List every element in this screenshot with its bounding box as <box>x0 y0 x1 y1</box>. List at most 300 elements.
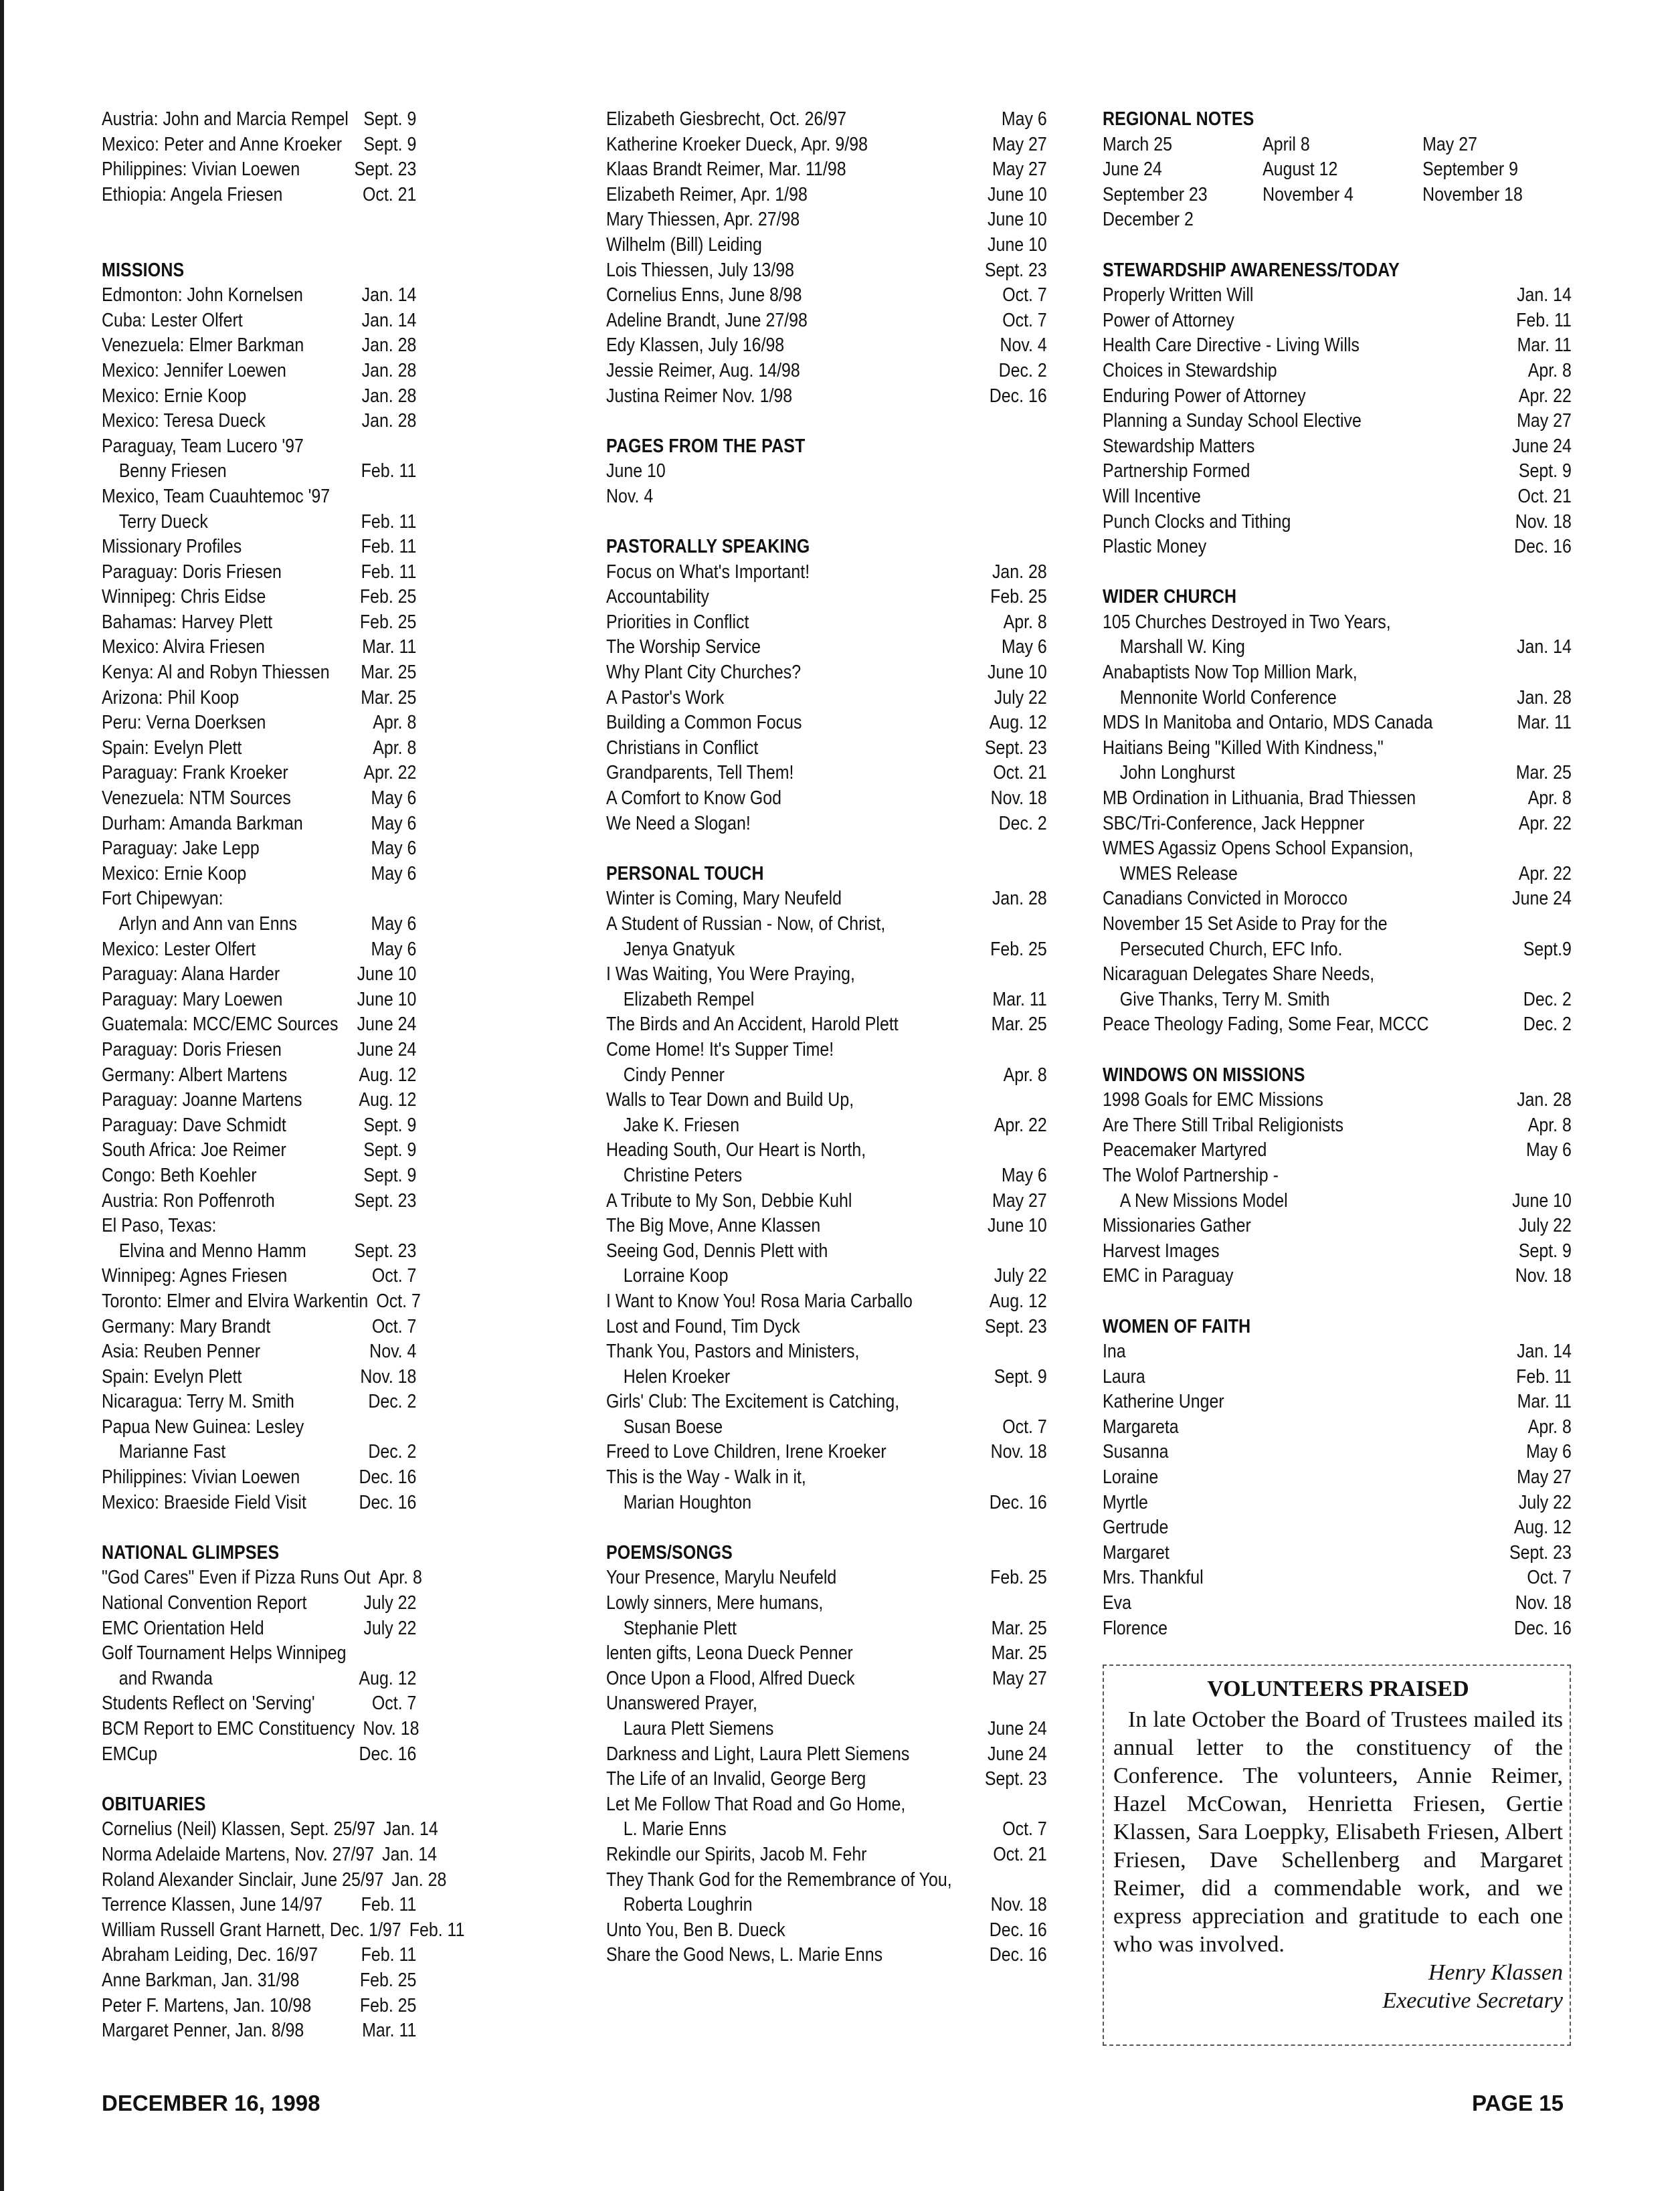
entry-title: Mexico: Ernie Koop <box>102 862 247 884</box>
index-entry <box>102 1591 416 1616</box>
index-entry <box>606 1138 1047 1163</box>
index-entry <box>606 459 1047 484</box>
entry-date: Sept. 9 <box>1518 1240 1572 1262</box>
index-entry <box>102 710 416 736</box>
entry-date: Aug. 12 <box>359 1667 417 1689</box>
index-entry <box>606 786 1047 812</box>
entry-title: Anabaptists Now Top Million Mark, <box>1103 662 1358 684</box>
index-entry <box>102 1138 416 1163</box>
index-entry <box>1103 610 1572 636</box>
section-spacer <box>1103 560 1622 585</box>
index-entry <box>102 1918 465 1943</box>
regional-date: March 25 <box>1103 133 1172 155</box>
index-entry <box>1103 359 1572 384</box>
regional-date: June 24 <box>1103 159 1162 181</box>
entry-title: Mexico: Braeside Field Visit <box>102 1491 306 1513</box>
entry-title: Plastic Money <box>1103 536 1207 558</box>
entry-date: Dec. 2 <box>1523 988 1572 1010</box>
entry-date: Dec. 16 <box>359 1491 417 1513</box>
entry-title: Florence <box>1103 1617 1168 1639</box>
index-entry <box>102 1994 416 2019</box>
entry-date: Feb. 11 <box>1516 1365 1572 1388</box>
entry-title: EMC in Paraguay <box>1103 1265 1234 1287</box>
index-entry <box>606 1918 1047 1943</box>
index-entry <box>1103 1214 1572 1239</box>
index-entry <box>1103 710 1572 736</box>
index-entry <box>102 1239 416 1264</box>
entry-date: Nov. 18 <box>990 1441 1047 1463</box>
index-entry <box>1103 1591 1572 1616</box>
entry-date: Apr. 8 <box>373 712 417 734</box>
index-entry <box>102 937 416 963</box>
entry-date: June 10 <box>988 183 1047 205</box>
index-entry <box>606 484 1047 510</box>
entry-date: May 6 <box>1001 1164 1047 1186</box>
index-entry <box>1103 736 1572 761</box>
entry-title: Fort Chipewyan: <box>102 888 223 910</box>
entry-title: EMC Orientation Held <box>102 1617 264 1639</box>
entry-title: Winter is Coming, Mary Neufeld <box>606 888 842 910</box>
entry-title: The Birds and An Accident, Harold Plett <box>606 1014 899 1036</box>
entry-title: Priorities in Conflict <box>606 611 749 633</box>
entry-title: Asia: Reuben Penner <box>102 1341 261 1363</box>
entry-date: May 6 <box>371 862 417 884</box>
entry-date: Sept. 23 <box>984 737 1047 759</box>
entry-date: Oct. 21 <box>993 1843 1047 1865</box>
index-entry <box>102 1817 438 1842</box>
volunteers-title: VOLUNTEERS PRAISED <box>1207 1677 1469 1701</box>
entry-title: Ethiopia: Angela Friesen <box>102 183 283 205</box>
entry-date: Oct. 7 <box>371 1265 417 1287</box>
index-entry <box>606 1038 1047 1063</box>
index-entry <box>606 912 1047 937</box>
section-spacer <box>102 1515 416 1541</box>
section-heading: WINDOWS ON MISSIONS <box>1103 1064 1305 1086</box>
entry-date: Apr. 22 <box>1518 862 1572 884</box>
index-entry <box>102 409 416 434</box>
index-entry <box>102 132 416 158</box>
entry-date: Dec. 16 <box>989 1944 1047 1966</box>
entry-title: 105 Churches Destroyed in Two Years, <box>1103 611 1391 633</box>
index-entry <box>1103 1565 1572 1591</box>
section-spacer <box>102 233 416 258</box>
index-entry <box>606 1440 1047 1465</box>
index-entry <box>606 207 1047 233</box>
regional-date: September 9 <box>1422 159 1518 181</box>
index-entry <box>102 812 416 837</box>
entry-title: BCM Report to EMC Constituency <box>102 1718 355 1739</box>
index-entry <box>102 1063 416 1088</box>
index-entry <box>102 1038 416 1063</box>
entry-date: Nov. 4 <box>369 1341 417 1363</box>
entry-title: Ina <box>1103 1341 1126 1363</box>
entry-date: May 27 <box>992 159 1047 181</box>
entry-title: Punch Clocks and Tithing <box>1103 510 1291 533</box>
section-spacer <box>102 1767 416 1792</box>
entry-date: Mar. 25 <box>361 662 417 684</box>
entry-date: Dec. 16 <box>1513 1617 1572 1639</box>
index-entry <box>1103 1239 1572 1264</box>
index-entry <box>606 1868 1047 1893</box>
entry-date: June 10 <box>357 963 417 985</box>
entry-date: Oct. 7 <box>376 1290 421 1312</box>
index-entry <box>1103 1138 1572 1163</box>
entry-title: and Rwanda <box>118 1667 213 1689</box>
entry-title: Katherine Kroeker Dueck, Apr. 9/98 <box>606 133 868 155</box>
index-entry <box>606 384 1047 409</box>
entry-title: Nicaraguan Delegates Share Needs, <box>1103 963 1375 985</box>
index-entry <box>1103 635 1572 660</box>
entry-date: Apr. 8 <box>1527 359 1572 381</box>
index-entry <box>102 434 416 460</box>
entry-date: Feb. 11 <box>409 1919 465 1941</box>
entry-title: Venezuela: Elmer Barkman <box>102 335 304 357</box>
index-entry <box>1103 862 1572 887</box>
entry-title: Peru: Verna Doerksen <box>102 712 266 734</box>
entry-date: July 22 <box>1518 1491 1572 1513</box>
index-entry <box>102 761 416 786</box>
entry-title: Students Reflect on 'Serving' <box>102 1693 315 1715</box>
entry-title: MDS In Manitoba and Ontario, MDS Canada <box>1103 712 1433 734</box>
index-entry <box>1103 761 1572 786</box>
index-entry <box>606 359 1047 384</box>
entry-date: Nov. 18 <box>360 1365 417 1388</box>
index-entry <box>1103 1189 1572 1214</box>
entry-title: John Longhurst <box>1119 762 1235 784</box>
entry-date: Feb. 25 <box>359 586 417 608</box>
entry-date: June 10 <box>988 209 1047 231</box>
entry-title: Walls to Tear Down and Build Up, <box>606 1089 854 1111</box>
entry-date: May 6 <box>1001 108 1047 130</box>
index-entry <box>606 233 1047 258</box>
entry-title: MB Ordination in Lithuania, Brad Thiessen <box>1103 787 1416 809</box>
index-entry <box>1103 1440 1572 1465</box>
entry-title: Missionaries Gather <box>1103 1215 1251 1237</box>
index-entry <box>606 1315 1047 1340</box>
section-spacer <box>1103 233 1622 258</box>
entry-title: Roberta Loughrin <box>623 1894 753 1916</box>
index-entry <box>606 560 1047 585</box>
entry-title: We Need a Slogan! <box>606 812 751 834</box>
entry-date: June 24 <box>1512 435 1572 457</box>
index-entry <box>1103 333 1572 359</box>
entry-title: "God Cares" Even if Pizza Runs Out <box>102 1567 371 1589</box>
entry-date: July 22 <box>1518 1215 1572 1237</box>
entry-title: Mennonite World Conference <box>1119 686 1337 708</box>
index-entry <box>606 132 1047 158</box>
entry-title: Lois Thiessen, July 13/98 <box>606 259 794 281</box>
entry-date: Apr. 8 <box>1003 1064 1047 1086</box>
entry-title: South Africa: Joe Reimer <box>102 1139 286 1161</box>
index-entry <box>102 1968 416 1994</box>
entry-date: Mar. 11 <box>992 988 1047 1010</box>
entry-title: Cindy Penner <box>623 1064 725 1086</box>
entry-title: Paraguay: Frank Kroeker <box>102 762 288 784</box>
index-entry <box>606 1239 1047 1264</box>
entry-date: Oct. 7 <box>1002 309 1047 331</box>
entry-date: Sept.9 <box>1523 938 1572 960</box>
entry-title: Benny Friesen <box>118 460 227 482</box>
entry-title: The Big Move, Anne Klassen <box>606 1215 821 1237</box>
entry-date: Dec. 16 <box>359 1743 417 1765</box>
index-entry <box>1103 1365 1572 1390</box>
regional-notes-dates <box>1103 132 1622 233</box>
index-column-2 <box>606 107 1047 1968</box>
entry-title: Mary Thiessen, Apr. 27/98 <box>606 209 800 231</box>
entry-title: Mexico: Teresa Dueck <box>102 410 266 432</box>
index-entry <box>1103 1465 1572 1491</box>
entry-date: Oct. 21 <box>1517 485 1572 507</box>
entry-title: Marian Houghton <box>623 1491 752 1513</box>
index-entry <box>102 1365 416 1390</box>
entry-date: Mar. 25 <box>991 1642 1047 1664</box>
entry-title: Mexico: Lester Olfert <box>102 938 256 960</box>
index-entry <box>1103 836 1572 862</box>
section-heading: PAGES FROM THE PAST <box>606 435 806 457</box>
entry-date: Nov. 18 <box>363 1718 419 1739</box>
entry-title: Seeing God, Dennis Plett with <box>606 1240 828 1262</box>
entry-date: Mar. 25 <box>991 1014 1047 1036</box>
entry-title: William Russell Grant Harnett, Dec. 1/97 <box>102 1919 401 1941</box>
entry-title: WMES Release <box>1119 862 1238 884</box>
entry-title: A Comfort to Know God <box>606 787 782 809</box>
index-entry <box>1103 1113 1572 1139</box>
index-entry <box>102 459 416 484</box>
index-entry <box>102 962 416 987</box>
entry-date: Apr. 8 <box>378 1567 422 1589</box>
entry-date: Feb. 11 <box>361 561 417 583</box>
entry-title: Jake K. Friesen <box>623 1114 740 1136</box>
entry-date: Jan. 28 <box>361 410 417 432</box>
entry-title: Share the Good News, L. Marie Enns <box>606 1944 883 1966</box>
entry-title: Unto You, Ben B. Dueck <box>606 1919 785 1941</box>
index-entry <box>606 1565 1047 1591</box>
entry-date: June 24 <box>988 1743 1047 1765</box>
index-entry <box>606 1491 1047 1516</box>
entry-date: Sept. 23 <box>984 1768 1047 1790</box>
index-entry <box>1103 1491 1572 1516</box>
index-entry <box>606 937 1047 963</box>
entry-date: May 27 <box>992 1667 1047 1689</box>
index-entry <box>102 1189 416 1214</box>
index-entry <box>102 283 416 308</box>
entry-date: July 22 <box>363 1617 417 1639</box>
entry-date: Jan. 28 <box>361 335 417 357</box>
entry-date: Dec. 2 <box>998 359 1047 381</box>
entry-date: Feb. 25 <box>359 1969 417 1991</box>
index-entry <box>606 761 1047 786</box>
index-entry <box>606 1063 1047 1088</box>
entry-title: El Paso, Texas: <box>102 1215 217 1237</box>
entry-date: Feb. 25 <box>359 611 417 633</box>
entry-date: Jan. 28 <box>1517 1089 1572 1111</box>
entry-date: Mar. 11 <box>1517 1391 1572 1413</box>
entry-date: Dec. 2 <box>368 1441 417 1463</box>
entry-title: Laura Plett Siemens <box>623 1718 774 1739</box>
index-entry <box>1103 283 1572 308</box>
index-entry <box>606 1465 1047 1491</box>
entry-title: Winnipeg: Chris Eidse <box>102 586 266 608</box>
entry-date: May 27 <box>1517 410 1572 432</box>
entry-date: Feb. 11 <box>361 510 417 533</box>
entry-title: Nov. 4 <box>606 485 654 507</box>
entry-title: Roland Alexander Sinclair, June 25/97 <box>102 1869 384 1891</box>
index-entry <box>102 1893 416 1918</box>
index-entry <box>1103 812 1572 837</box>
index-entry <box>606 157 1047 183</box>
entry-title: Stephanie Plett <box>623 1617 737 1639</box>
index-entry <box>606 1415 1047 1440</box>
index-entry <box>1103 409 1572 434</box>
entry-title: Susanna <box>1103 1441 1169 1463</box>
entry-title: Philippines: Vivian Loewen <box>102 1466 300 1489</box>
index-entry <box>102 912 416 937</box>
entry-title: Planning a Sunday School Elective <box>1103 410 1362 432</box>
entry-title: Paraguay: Dave Schmidt <box>102 1114 286 1136</box>
entry-title: L. Marie Enns <box>623 1818 727 1840</box>
entry-date: Nov. 18 <box>1515 510 1572 533</box>
index-entry <box>606 1591 1047 1616</box>
entry-title: Paraguay: Joanne Martens <box>102 1089 302 1111</box>
index-entry <box>102 1415 416 1440</box>
entry-title: Are There Still Tribal Religionists <box>1103 1114 1343 1136</box>
entry-date: Nov. 18 <box>990 787 1047 809</box>
index-entry <box>102 183 416 208</box>
entry-title: Loraine <box>1103 1466 1159 1489</box>
entry-date: Apr. 8 <box>1527 787 1572 809</box>
entry-date: Jan. 14 <box>1517 636 1572 658</box>
section-spacer <box>606 510 1036 535</box>
index-entry <box>606 1088 1047 1113</box>
entry-date: Feb. 25 <box>990 938 1047 960</box>
index-entry <box>606 1365 1047 1390</box>
entry-date: Sept. 9 <box>363 1114 417 1136</box>
index-entry <box>1103 962 1572 987</box>
entry-title: Jessie Reimer, Aug. 14/98 <box>606 359 800 381</box>
entry-title: lenten gifts, Leona Dueck Penner <box>606 1642 853 1664</box>
entry-date: Oct. 21 <box>993 762 1047 784</box>
index-entry <box>606 283 1047 308</box>
index-entry <box>102 1491 416 1516</box>
entry-title: Properly Written Will <box>1103 284 1254 306</box>
index-entry <box>606 1691 1047 1717</box>
index-entry <box>1103 1163 1572 1189</box>
signature-name: Henry Klassen <box>1428 1960 1563 1985</box>
footer-issue-date: DECEMBER 16, 1998 <box>102 2091 320 2115</box>
entry-title: Adeline Brandt, June 27/98 <box>606 309 808 331</box>
entry-date: May 6 <box>371 938 417 960</box>
entry-title: Anne Barkman, Jan. 31/98 <box>102 1969 300 1991</box>
entry-title: Mrs. Thankful <box>1103 1567 1204 1589</box>
index-entry <box>102 359 416 384</box>
entry-date: Mar. 25 <box>361 686 417 708</box>
entry-date: Aug. 12 <box>989 1290 1047 1312</box>
entry-title: Lowly sinners, Mere humans, <box>606 1592 824 1614</box>
index-entry <box>102 686 416 711</box>
entry-title: Edmonton: John Kornelsen <box>102 284 303 306</box>
entry-date: Sept. 23 <box>354 1240 417 1262</box>
section-heading: PERSONAL TOUCH <box>606 862 764 884</box>
entry-title: I Want to Know You! Rosa Maria Carballo <box>606 1290 913 1312</box>
regional-date: May 27 <box>1422 133 1477 155</box>
entry-date: Mar. 11 <box>362 2020 417 2042</box>
entry-title: Toronto: Elmer and Elvira Warkentin <box>102 1290 369 1312</box>
entry-title: This is the Way - Walk in it, <box>606 1466 806 1489</box>
entry-title: Eva <box>1103 1592 1131 1614</box>
entry-date: Nov. 4 <box>1000 335 1047 357</box>
entry-title: Congo: Beth Koehler <box>102 1164 257 1186</box>
entry-title: Bahamas: Harvey Plett <box>102 611 273 633</box>
regional-date: December 2 <box>1103 209 1194 231</box>
entry-title: Terrence Klassen, June 14/97 <box>102 1894 322 1916</box>
section-spacer <box>1103 1289 1622 1315</box>
entry-date: Dec. 16 <box>989 1491 1047 1513</box>
index-entry <box>1103 987 1572 1013</box>
entry-title: The Wolof Partnership - <box>1103 1164 1279 1186</box>
index-entry <box>102 1465 416 1491</box>
index-entry <box>102 736 416 761</box>
entry-title: Paraguay: Jake Lepp <box>102 838 260 860</box>
entry-title: Arizona: Phil Koop <box>102 686 240 708</box>
entry-date: June 24 <box>357 1038 417 1060</box>
index-entry <box>102 987 416 1013</box>
entry-title: Health Care Directive - Living Wills <box>1103 335 1360 357</box>
index-entry <box>606 1616 1047 1642</box>
entry-title: Harvest Images <box>1103 1240 1220 1262</box>
index-entry <box>1103 660 1572 686</box>
entry-date: Sept. 23 <box>984 1315 1047 1337</box>
entry-date: Sept. 9 <box>363 108 417 130</box>
entry-title: Darkness and Light, Laura Plett Siemens <box>606 1743 910 1765</box>
entry-title: Focus on What's Important! <box>606 561 810 583</box>
index-entry <box>606 1641 1047 1666</box>
regional-date: September 23 <box>1103 183 1208 205</box>
entry-title: Cornelius (Neil) Klassen, Sept. 25/97 <box>102 1818 375 1840</box>
entry-date: May 6 <box>371 787 417 809</box>
entry-title: Austria: Ron Poffenroth <box>102 1189 275 1212</box>
entry-date: Aug. 12 <box>989 712 1047 734</box>
entry-date: Jan. 14 <box>1517 1341 1572 1363</box>
index-entry <box>606 1943 1047 1968</box>
entry-title: A New Missions Model <box>1119 1189 1288 1212</box>
entry-title: The Worship Service <box>606 636 761 658</box>
index-entry <box>606 308 1047 334</box>
entry-title: Let Me Follow That Road and Go Home, <box>606 1793 906 1815</box>
entry-date: Dec. 16 <box>989 385 1047 407</box>
index-entry <box>606 1113 1047 1139</box>
entry-title: Cuba: Lester Olfert <box>102 309 243 331</box>
index-entry <box>1103 384 1572 409</box>
index-entry <box>102 1742 416 1768</box>
entry-date: Aug. 12 <box>359 1064 417 1086</box>
entry-date: May 27 <box>992 133 1047 155</box>
entry-title: Paraguay: Alana Harder <box>102 963 280 985</box>
entry-title: Kenya: Al and Robyn Thiessen <box>102 662 330 684</box>
index-entry <box>606 1742 1047 1768</box>
entry-title: Elvina and Menno Hamm <box>118 1240 306 1262</box>
index-entry <box>1103 1012 1572 1038</box>
entry-title: Philippines: Vivian Loewen <box>102 159 300 181</box>
index-entry <box>606 987 1047 1013</box>
index-entry <box>102 1163 416 1189</box>
section-spacer <box>606 409 1036 434</box>
entry-date: Oct. 7 <box>1002 1818 1047 1840</box>
entry-title: The Life of an Invalid, George Berg <box>606 1768 866 1790</box>
entry-date: Apr. 22 <box>1518 385 1572 407</box>
entry-date: Apr. 8 <box>1003 611 1047 633</box>
entry-date: Sept. 23 <box>984 259 1047 281</box>
entry-title: Stewardship Matters <box>1103 435 1255 457</box>
